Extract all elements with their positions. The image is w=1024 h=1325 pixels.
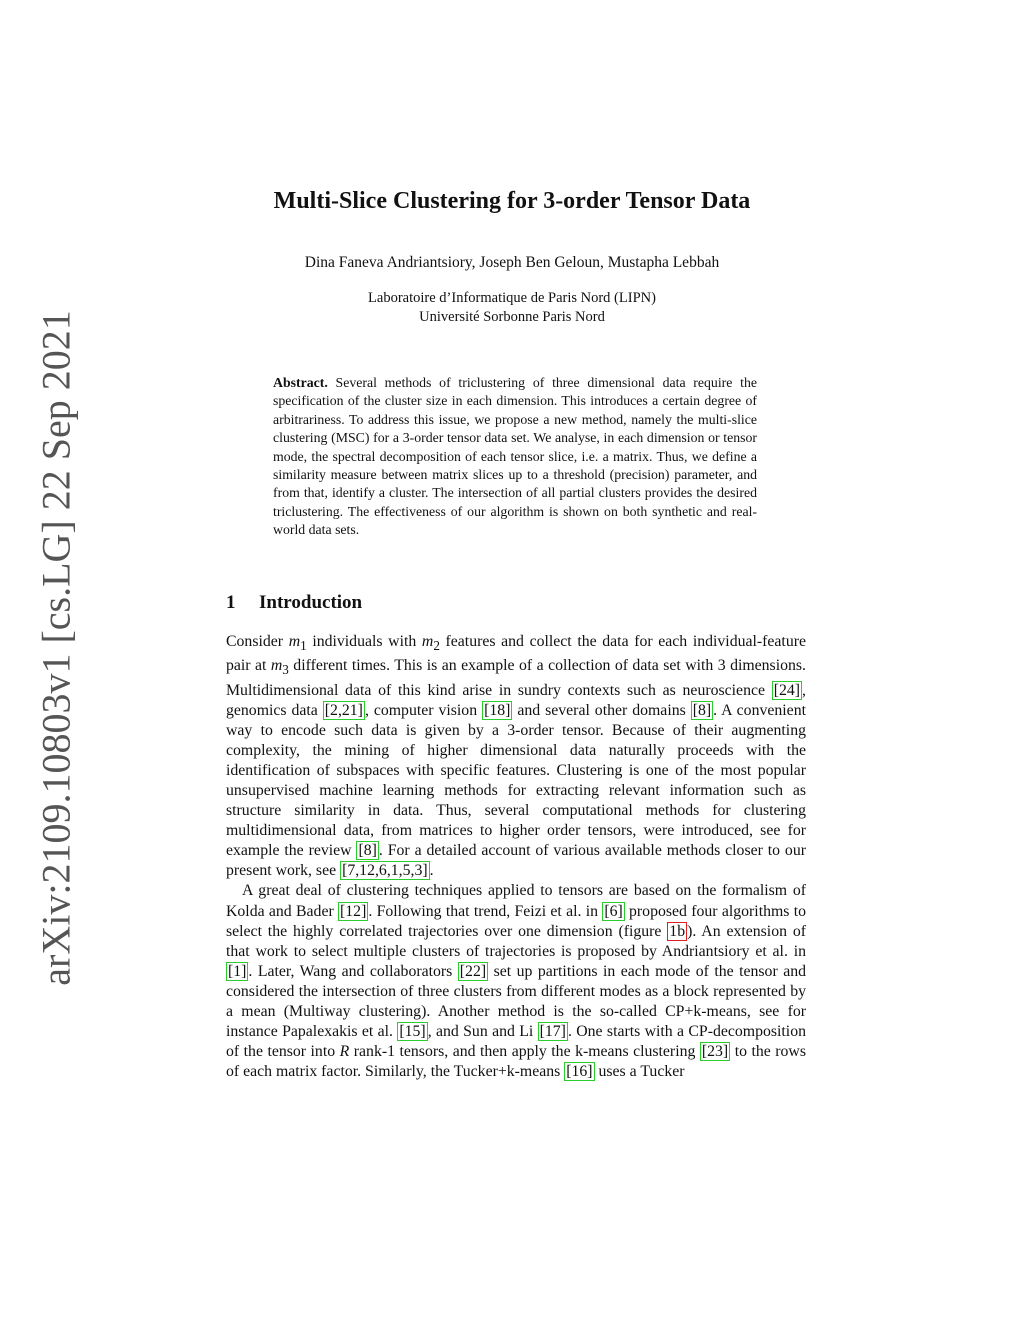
paper-authors: Dina Faneva Andriantsiory, Joseph Ben Geloun, Mustapha Lebbah xyxy=(304,254,720,271)
body-text xyxy=(226,632,806,1082)
citation-link[interactable]: [1] xyxy=(228,962,247,980)
section-heading xyxy=(226,592,362,614)
citation-link[interactable]: [17] xyxy=(539,1023,566,1041)
citation-link[interactable]: [22] xyxy=(459,962,487,980)
citation-link[interactable]: [8] xyxy=(358,842,377,860)
citation-link[interactable]: [18] xyxy=(484,701,511,719)
paragraph-1: Consider $m_1$ individuals with $m_2$ features and collect the data for each individual-feature pair at $m_3$ different times. This is an example of a collection of data set with 3 dimensions. Multidimensional data of this kind arise in sundry contexts such as neuroscience [24] , genomics data [2,21] , computer vision [18] and several other domains [8] . A convenient way to encode such data is given by a 3-order tensor. Because of their augmenting complexity, the mining of higher dimensional data naturally proceeds with the identification of subspaces with specific features. Clustering is one of the most popular unsupervised machine learning methods for extracting relevant information such as structure similarity in data. Thus, several computational methods for clustering multidimensional data, from matrices to higher order tensors, were introduced, see for example the review [8] . For a detailed account of various available methods closer to our present work, see [7,12,6,1,5,3] . xyxy=(226,633,806,880)
paragraph-2: A great deal of clustering techniques applied to tensors are based on the formalism of Kolda and Bader [12] . Following that trend, Feizi et al. in [6] proposed four algorithms to select the highly correlated trajectories over one dimension (figure 1b ). An extension of that work to select multiple clusters of trajectories is proposed by Andriantsiory et al. in [1] . Later, Wang and collaborators [22] set up partitions in each mode of the tensor and considered the intersection of three clusters from different modes as a block represented by a mean (Multiway clustering). Another method is the so-called CP+k-means, see for instance Papalexakis et al. [15] , and Sun and Li [17] . One starts with a CP-decomposition of the tensor into R rank-1 tensors, and then apply the k-means clustering [23] to the rows of each matrix factor. Similarly, the Tucker+k-means [16] uses a Tucker xyxy=(226,882,806,1081)
citation-link[interactable]: [15] xyxy=(399,1023,426,1041)
abstract xyxy=(273,374,757,540)
arxiv-sidebar-stamp: arXiv:2109.10803v1 [cs.LG] 22 Sep 2021 xyxy=(33,310,79,986)
paper-title: Multi-Slice Clustering for 3-order Tensor Data xyxy=(273,188,751,214)
citation-link[interactable]: [12] xyxy=(340,902,367,920)
section-title: Introduction xyxy=(259,592,363,613)
affiliation xyxy=(0,289,1024,327)
citation-link[interactable]: [23] xyxy=(701,1043,729,1061)
citation-link[interactable]: [16] xyxy=(566,1063,593,1081)
abstract-text: Several methods of triclustering of three dimensional data require the specification of the cluster size in each dimension. This introduces a certain degree of arbitrariness. To address this issue, we propose a new method, namely the multi-slice clustering (MSC) for a 3-order tensor data set. We analyse, in each dimension or tensor mode, the spectral decomposition of each tensor slice, i.e. a matrix. Thus, we define a similarity measure between matrix slices up to a threshold (precision) parameter, and from that, identify a cluster. The intersection of all partial clusters provides the desired triclustering. The effectiveness of our algorithm is shown on both synthetic and real-world data sets. xyxy=(273,375,757,538)
citation-link[interactable]: [24] xyxy=(773,681,801,699)
affiliation-line-2: Université Sorbonne Paris Nord xyxy=(419,309,605,325)
citation-link[interactable]: [8] xyxy=(692,701,712,719)
citation-link[interactable]: [7,12,6,1,5,3] xyxy=(342,862,428,880)
abstract-label: Abstract. xyxy=(273,375,328,390)
citation-link[interactable]: [6] xyxy=(604,902,623,920)
section-number: 1 xyxy=(226,592,236,613)
figure-reference-link[interactable]: 1b xyxy=(669,922,686,940)
affiliation-line-1: Laboratoire d’Informatique de Paris Nord (LIPN) xyxy=(368,290,656,306)
citation-link[interactable]: [2,21] xyxy=(324,701,363,719)
